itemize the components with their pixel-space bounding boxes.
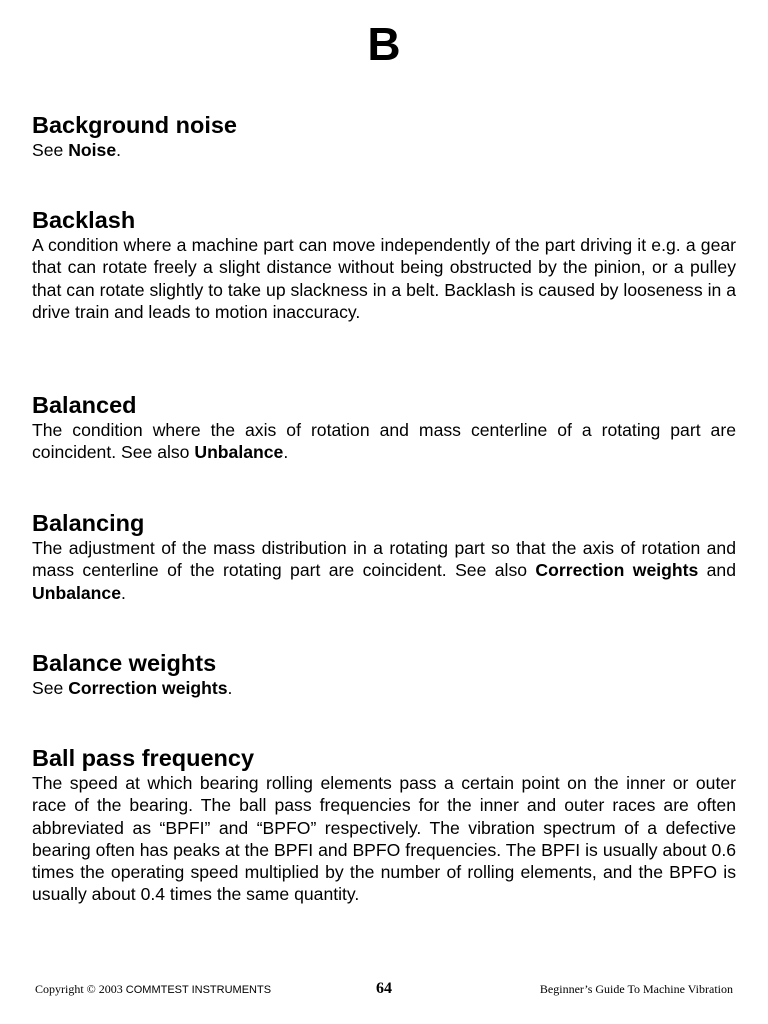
definition-text: . <box>120 582 126 603</box>
definition-text: . <box>227 678 233 698</box>
entry-term: Background noise <box>32 112 238 138</box>
definition-text: and <box>698 560 737 581</box>
section-letter: B <box>367 18 401 70</box>
book-title: Beginner’s Guide To Machine Vibration <box>539 982 733 996</box>
cross-reference-term: Noise <box>68 140 117 160</box>
definition-text: . <box>283 442 289 463</box>
cross-reference-term: Correction weights <box>68 678 228 698</box>
entry-term: Backlash <box>32 207 136 233</box>
glossary-entry-ball-pass-frequency <box>32 744 736 906</box>
definition-text: A condition where a machine part can move independently of the part driving it e.g. a gear that can rotate freely a slight distance without being obstructed by the pinion, or a pulley that can rotate slightly to take up slackness in a belt. Backlash is caused by looseness in a drive train and leads to motion inaccuracy. <box>32 235 736 322</box>
glossary-entry-background-noise <box>32 111 736 161</box>
cross-reference-term: Unbalance <box>194 442 284 463</box>
definition-text: See <box>32 140 69 160</box>
entry-definition <box>32 677 736 699</box>
definition-text: The speed at which bearing rolling elements pass a certain point on the inner or outer race of the bearing. The ball pass frequencies for the inner and outer races are often abbreviated as “BPFI” and “BPFO” respectively. The vibration spectrum of a defective bearing often has peaks at the BPFI and BPFO frequencies. The BPFI is usually about 0.6 times the operating speed multiplied by the number of rolling elements, and the BPFO is usually about 0.4 times the same quantity. <box>32 773 736 905</box>
page-number: 64 <box>376 980 392 997</box>
glossary-entry-balancing <box>32 509 736 604</box>
glossary-entry-balanced <box>32 391 736 464</box>
definition-text: . <box>116 140 122 160</box>
definition-text: The adjustment of the mass distribution in a rotating part so that the axis of rotation and mass centerline of the rotating part are coincident. See also <box>32 538 736 581</box>
entry-term: Ball pass frequency <box>32 745 255 771</box>
cross-reference-term: Correction weights <box>535 560 699 581</box>
entry-definition <box>32 234 736 323</box>
entry-term: Balancing <box>32 510 145 536</box>
entry-term: Balanced <box>32 392 137 418</box>
cross-reference-term: Unbalance <box>32 582 121 603</box>
copyright-notice <box>35 982 271 997</box>
definition-text: See <box>32 678 69 698</box>
entry-definition <box>32 419 736 464</box>
entry-definition <box>32 772 736 906</box>
copyright-prefix: Copyright © 2003 <box>35 982 126 996</box>
entry-term: Balance weights <box>32 650 217 676</box>
glossary-entry-balance-weights <box>32 649 736 699</box>
entry-definition <box>32 139 736 161</box>
page-footer <box>0 980 768 1000</box>
entry-definition <box>32 537 736 604</box>
glossary-entry-backlash <box>32 206 736 323</box>
copyright-organization: COMMTEST INSTRUMENTS <box>125 984 272 996</box>
definition-text: The condition where the axis of rotation and mass centerline of a rotating part are coincident. See also <box>32 420 736 463</box>
